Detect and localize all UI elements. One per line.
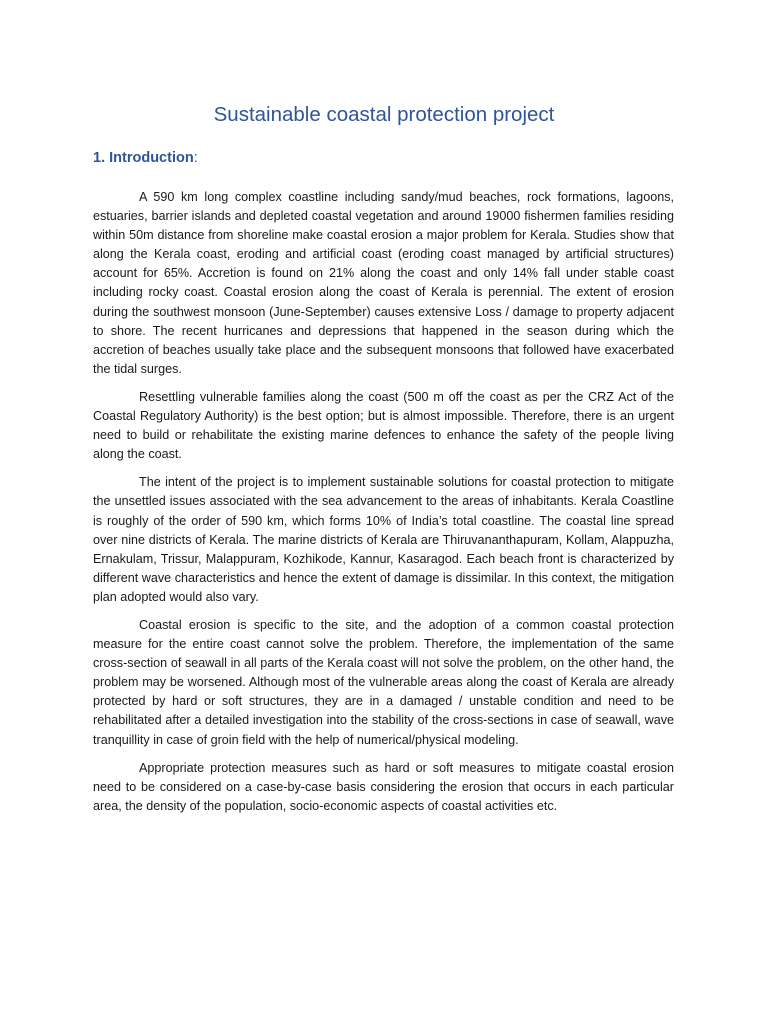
paragraph-project-intent: The intent of the project is to implement sustainable solutions for coastal protection to mitigate the unsettled issues associated with the sea advancement to the areas of inhabitants. Kerala Coastline is roughly of the order of 590 km, which forms 10% of India’s total coastline. The coastal line spread over nine districts of Kerala. The marine districts of Kerala are Thiruvananthapuram, Kollam, Alappuzha, Ernakulam, Trissur, Malappuram, Kozhikode, Kannur, Kasaragod. Each beach front is characterized by different wave characteristics and hence the extent of damage is dissimilar. In this context, the mitigation plan adopted would also vary. xyxy=(93,475,674,604)
section-heading-introduction xyxy=(93,148,198,168)
document-title: Sustainable coastal protection project xyxy=(213,103,555,126)
paragraph-site-specific-erosion: Coastal erosion is specific to the site, and the adoption of a common coastal protection measure for the entire coast cannot solve the problem. Therefore, the implementation of the same cross-section of seawall in all parts of the Kerala coast will not solve the problem, on the other hand, the problem may be worsened. Although most of the vulnerable areas along the coast of Kerala are already protected by hard or soft structures, they are in a damaged / unstable condition and need to be rehabilitated after a detailed investigation into the stability of the cross-sections in case of seawall, wave tranquillity in case of groin field with the help of numerical/physical modeling. xyxy=(93,617,674,747)
section-heading-label: 1. Introduction xyxy=(93,150,194,166)
body-text xyxy=(93,188,674,825)
paragraph-protection-measures: Appropriate protection measures such as hard or soft measures to mitigate coastal erosion need to be considered on a case-by-case basis considering the erosion that occurs in each particular area, the density of the population, socio-economic aspects of coastal activities etc. xyxy=(93,760,674,813)
paragraph-resettlement: Resettling vulnerable families along the coast (500 m off the coast as per the CRZ Act of the Coastal Regulatory Authority) is the best option; but is almost impossible. Therefore, there is an urgent need to build or rehabilitate the existing marine defences to enhance the safety of the people living along the coast. xyxy=(93,389,674,462)
paragraph-coastline-overview: A 590 km long complex coastline including sandy/mud beaches, rock formations, lagoons, estuaries, barrier islands and depleted coastal vegetation and around 19000 fishermen families residing within 50m distance from shoreline make coastal erosion a major problem for Kerala. Studies show that along the Kerala coast, eroding and artificial coast (eroding coast managed by artificial structures) account for 65%. Accretion is found on 21% along the coast and only 14% fall under stable coast including rocky coast. Coastal erosion along the coast of Kerala is perennial. The extent of erosion during the southwest monsoon (June-September) causes extensive Loss / damage to property adjacent to shore. The recent hurricanes and depressions that happened in the season during which the accretion of beaches usually take place and the subsequent monsoons that followed have exacerbated the tidal surges. xyxy=(93,190,674,376)
section-heading-colon: : xyxy=(193,150,198,166)
